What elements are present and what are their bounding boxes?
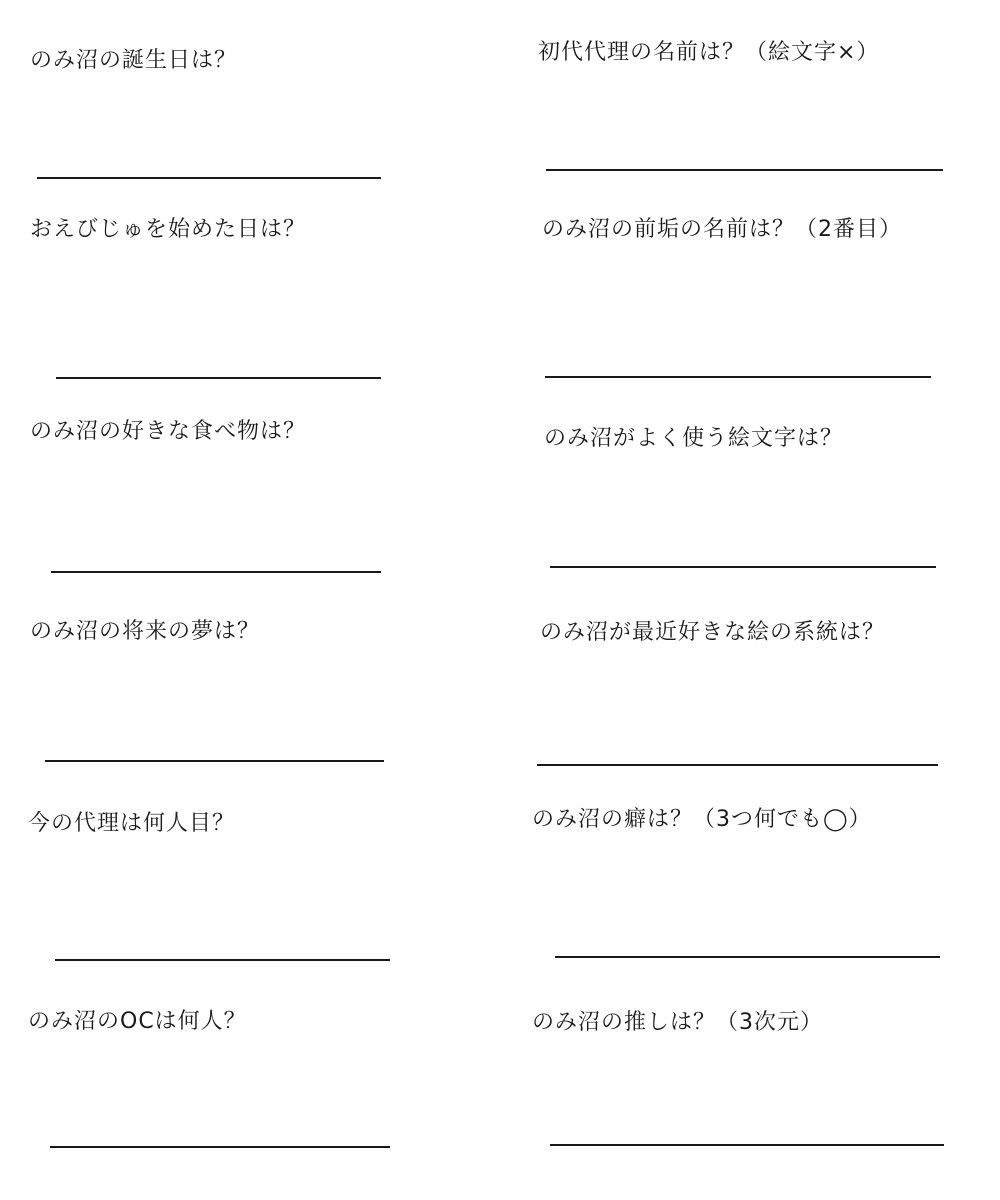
answer-line[interactable] <box>37 177 381 179</box>
question-text: のみ沼のOCは何人？ <box>28 1009 247 1034</box>
question-text: のみ沼の前垢の名前は？（2番目） <box>542 217 902 242</box>
question-text: のみ沼の推しは？（3次元） <box>532 1010 823 1035</box>
question-text: 今の代理は何人目？ <box>28 811 236 836</box>
answer-line[interactable] <box>550 1144 944 1146</box>
answer-line[interactable] <box>56 377 381 379</box>
answer-line[interactable] <box>51 571 381 573</box>
question-text: おえびじゅを始めた日は？ <box>30 217 307 242</box>
answer-line[interactable] <box>545 376 931 378</box>
answer-line[interactable] <box>50 1146 390 1148</box>
answer-line[interactable] <box>555 956 940 958</box>
question-text: のみ沼が最近好きな絵の系統は？ <box>540 620 886 645</box>
question-text: のみ沼の癖は？（3つ何でも◯） <box>532 807 872 832</box>
question-text: のみ沼がよく使う絵文字は？ <box>544 426 844 451</box>
question-text: のみ沼の将来の夢は？ <box>30 619 261 644</box>
answer-line[interactable] <box>537 764 938 766</box>
answer-line[interactable] <box>55 959 390 961</box>
answer-line[interactable] <box>45 760 384 762</box>
question-text: のみ沼の好きな食べ物は？ <box>30 419 307 444</box>
answer-line[interactable] <box>546 169 943 171</box>
question-text: 初代代理の名前は？（絵文字×） <box>538 40 880 65</box>
question-text: のみ沼の誕生日は？ <box>30 48 238 73</box>
answer-line[interactable] <box>550 566 936 568</box>
